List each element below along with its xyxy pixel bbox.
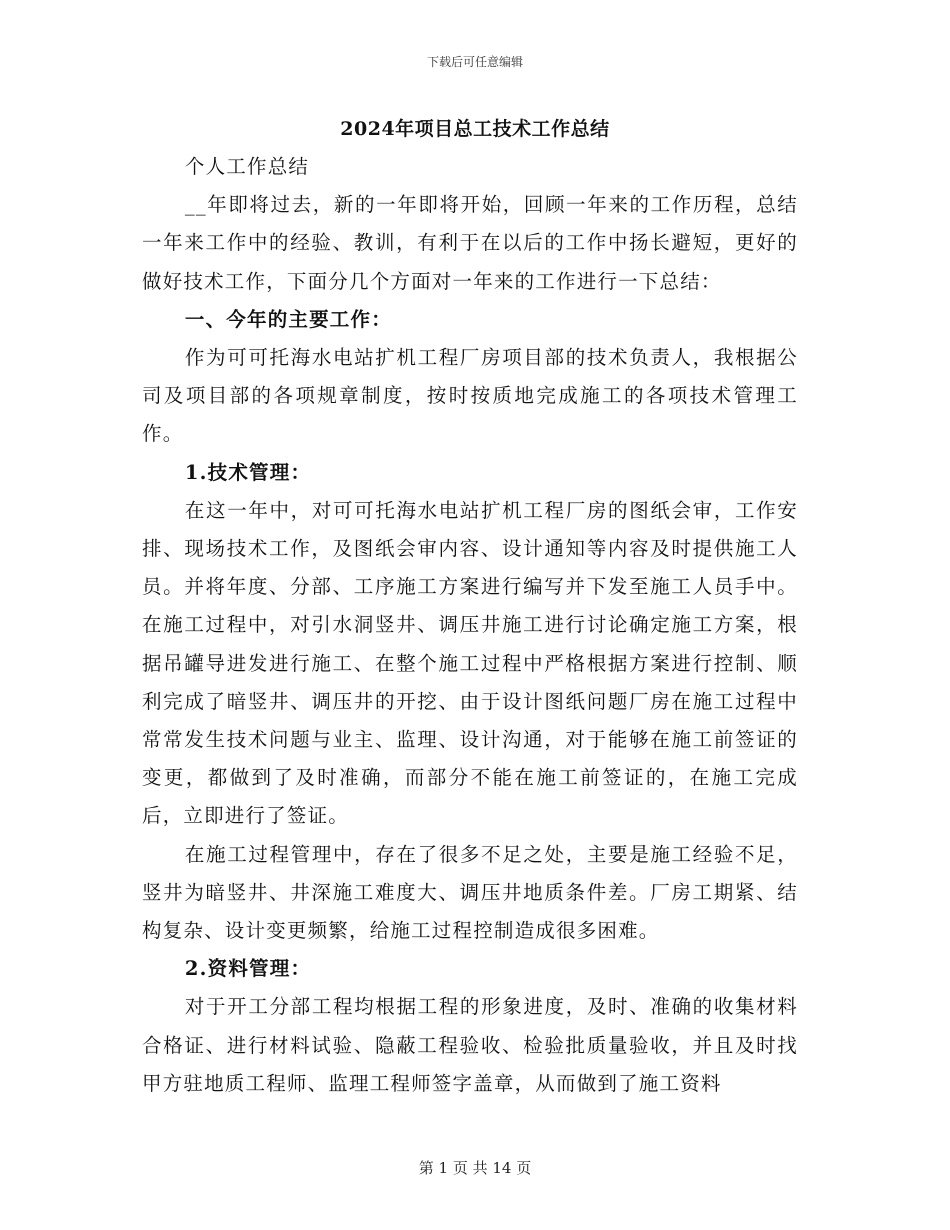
- main-work-paragraph: 作为可可托海水电站扩机工程厂房项目部的技术负责人，我根据公司及项目部的各项规章制度，按时按质地完成施工的各项技术管理工作。: [142, 346, 798, 446]
- section-heading-main-work: 一、今年的主要工作：: [184, 307, 392, 331]
- intro-paragraph: __年即将过去，新的一年即将开始，回顾一年来的工作历程，总结一年来工作中的经验、教训，有利于在以后的工作中扬长避短，更好的做好技术工作，下面分几个方面对一年来的工作进行一下总结：: [142, 193, 798, 293]
- document-title: 2024年项目总工技术工作总结: [340, 118, 610, 140]
- subtitle-paragraph: 个人工作总结: [184, 155, 310, 178]
- technical-management-paragraph: 在这一年中，对可可托海水电站扩机工程厂房的图纸会审，工作安排、现场技术工作，及图纸会审内容、设计通知等内容及时提供施工人员。并将年度、分部、工序施工方案进行编写并下发至施工人员手中。在施工过程中，对引水洞竖井、调压井施工进行讨论确定施工方案，根据吊罐导进发进行施工、在整个施工过程中严格根据方案进行控制、顺利完成了暗竖井、调压井的开挖、由于设计图纸问题厂房在施工过程中常常发生技术问题与业主、监理、设计沟通，对于能够在施工前签证的变更，都做到了及时准确，而部分不能在施工前签证的，在施工完成后，立即进行了签证。: [142, 498, 798, 828]
- document-body: [142, 148, 798, 1103]
- process-management-paragraph: 在施工过程管理中，存在了很多不足之处，主要是施工经验不足，竖井为暗竖井、井深施工难度大、调压井地质条件差。厂房工期紧、结构复杂、设计变更频繁，给施工过程控制造成很多困难。: [142, 842, 798, 943]
- document-management-paragraph: 对于开工分部工程均根据工程的形象进度，及时、准确的收集材料合格证、进行材料试验、隐蔽工程验收、检验批质量验收，并且及时找甲方驻地质工程师、监理工程师签字盖章，从而做到了施工资料: [142, 995, 798, 1095]
- section-heading-technical-management: 1.技术管理：: [184, 460, 312, 484]
- section-heading-document-management: 2.资料管理：: [184, 957, 312, 981]
- page-indicator: 第 1 页 共 14 页: [418, 1159, 532, 1177]
- header-note: 下载后可任意编辑: [426, 55, 523, 69]
